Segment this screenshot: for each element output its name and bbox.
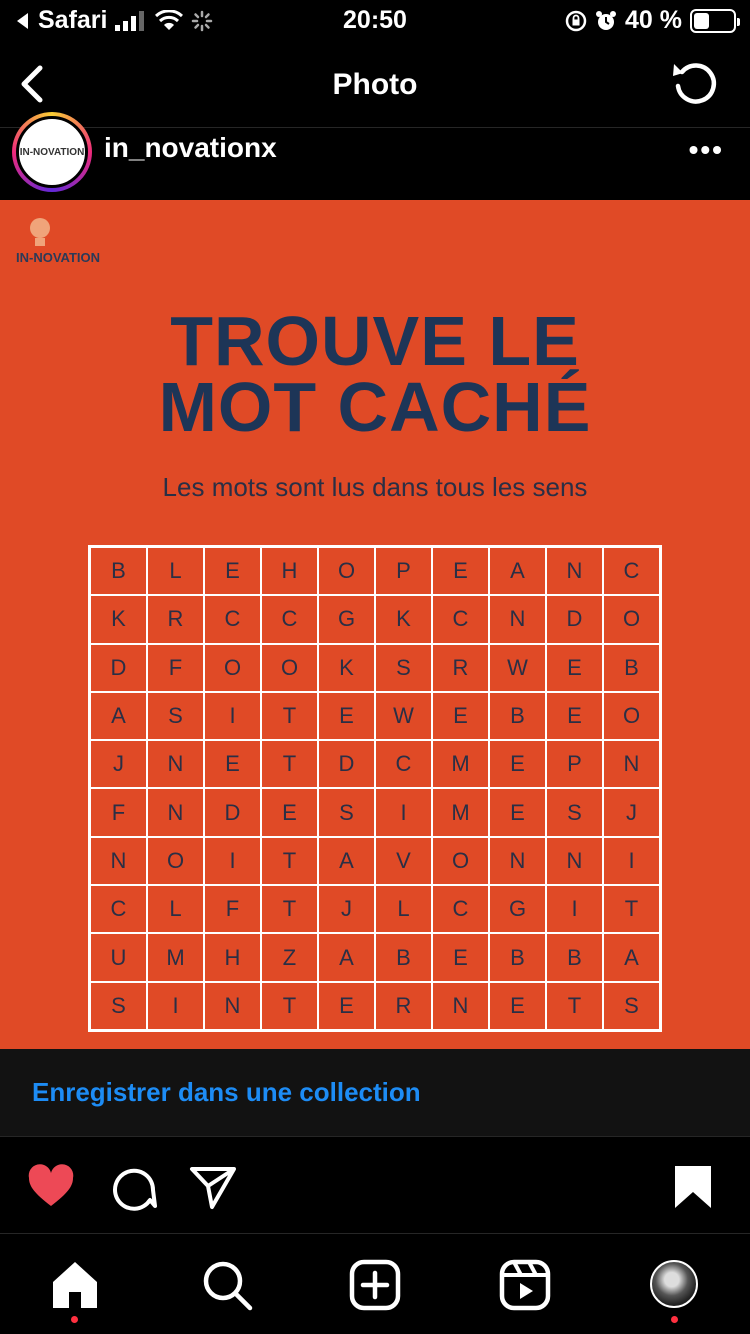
status-bar [0, 0, 750, 40]
grid-cell: S [318, 788, 375, 836]
grid-cell: N [147, 788, 204, 836]
grid-cell: T [261, 982, 318, 1030]
grid-cell: E [261, 788, 318, 836]
grid-cell: F [90, 788, 147, 836]
grid-cell: H [261, 547, 318, 595]
grid-cell: A [489, 547, 546, 595]
grid-cell: T [261, 885, 318, 933]
grid-cell: S [90, 982, 147, 1030]
nav-bar [0, 44, 750, 128]
battery-icon [690, 9, 736, 33]
grid-cell: R [375, 982, 432, 1030]
grid-cell: B [489, 933, 546, 981]
grid-cell: N [489, 837, 546, 885]
status-right [565, 6, 736, 35]
post-actions [0, 1138, 750, 1234]
grid-cell: M [432, 740, 489, 788]
grid-cell: K [375, 595, 432, 643]
alarm-icon [595, 10, 617, 32]
grid-cell: I [603, 837, 660, 885]
grid-cell: P [375, 547, 432, 595]
headline-line1: TROUVE LE [170, 302, 580, 380]
grid-cell: P [546, 740, 603, 788]
more-options-icon[interactable]: ••• [688, 134, 724, 165]
grid-cell: T [546, 982, 603, 1030]
grid-cell: O [204, 644, 261, 692]
grid-cell: C [432, 595, 489, 643]
grid-cell: N [603, 740, 660, 788]
grid-cell: E [489, 788, 546, 836]
grid-cell: R [432, 644, 489, 692]
grid-cell: J [603, 788, 660, 836]
back-app-label: Safari [38, 6, 108, 34]
profile-avatar[interactable] [650, 1260, 704, 1314]
grid-cell: N [546, 837, 603, 885]
profile-picture [650, 1260, 698, 1308]
username[interactable]: in_novationx [104, 132, 277, 163]
lightbulb-brain-icon [20, 212, 60, 252]
refresh-icon[interactable] [670, 58, 722, 110]
grid-cell: A [90, 692, 147, 740]
page-title: Photo [332, 68, 418, 101]
orientation-lock-icon [565, 10, 587, 32]
grid-cell: V [375, 837, 432, 885]
bookmark-icon[interactable] [668, 1162, 718, 1212]
grid-cell: C [432, 885, 489, 933]
grid-cell: J [318, 885, 375, 933]
grid-cell: E [546, 644, 603, 692]
grid-cell: I [375, 788, 432, 836]
status-time: 20:50 [343, 6, 407, 34]
grid-cell: N [147, 740, 204, 788]
grid-cell: S [603, 982, 660, 1030]
grid-cell: B [489, 692, 546, 740]
grid-cell: E [318, 982, 375, 1030]
search-icon[interactable] [200, 1258, 254, 1312]
grid-cell: L [147, 885, 204, 933]
grid-cell: E [204, 740, 261, 788]
grid-cell: M [432, 788, 489, 836]
grid-cell: B [90, 547, 147, 595]
grid-cell: D [318, 740, 375, 788]
post-image[interactable] [0, 200, 750, 1049]
grid-cell: N [204, 982, 261, 1030]
grid-cell: J [90, 740, 147, 788]
grid-cell: D [546, 595, 603, 643]
grid-cell: I [147, 982, 204, 1030]
grid-cell: I [546, 885, 603, 933]
grid-cell: S [147, 692, 204, 740]
create-icon[interactable] [348, 1258, 402, 1312]
grid-cell: T [261, 740, 318, 788]
grid-cell: T [261, 837, 318, 885]
brand-logo [16, 212, 116, 265]
grid-cell: F [204, 885, 261, 933]
grid-cell: F [147, 644, 204, 692]
grid-cell: S [375, 644, 432, 692]
battery-fill [694, 13, 709, 29]
grid-cell: Z [261, 933, 318, 981]
grid-cell: A [318, 933, 375, 981]
grid-cell: M [147, 933, 204, 981]
subtitle: Les mots sont lus dans tous les sens [162, 472, 588, 502]
grid-cell: K [318, 644, 375, 692]
grid-cell: O [432, 837, 489, 885]
grid-cell: I [204, 837, 261, 885]
grid-cell: O [261, 644, 318, 692]
grid-cell: N [489, 595, 546, 643]
home-icon[interactable] [48, 1258, 102, 1312]
grid-cell: H [204, 933, 261, 981]
share-icon[interactable] [188, 1162, 238, 1212]
home-notification-dot [71, 1316, 78, 1323]
grid-cell: E [204, 547, 261, 595]
grid-cell: K [90, 595, 147, 643]
brand-text: IN-NOVATION [16, 250, 101, 265]
grid-cell: T [603, 885, 660, 933]
grid-cell: I [204, 692, 261, 740]
grid-cell: E [546, 692, 603, 740]
grid-cell: A [603, 933, 660, 981]
grid-cell: W [375, 692, 432, 740]
save-collection-bar [0, 1049, 750, 1137]
grid-cell: L [375, 885, 432, 933]
grid-cell: D [204, 788, 261, 836]
save-to-collection-link[interactable]: Enregistrer dans une collection [32, 1077, 421, 1107]
grid-cell: C [204, 595, 261, 643]
grid-cell: S [546, 788, 603, 836]
grid-cell: E [432, 933, 489, 981]
headline-line2: MOT CACHÉ [158, 368, 592, 446]
grid-cell: G [489, 885, 546, 933]
grid-cell: D [90, 644, 147, 692]
battery-percent: 40 % [625, 6, 682, 34]
grid-cell: E [318, 692, 375, 740]
grid-cell: E [489, 740, 546, 788]
grid-cell: B [375, 933, 432, 981]
comment-icon[interactable] [108, 1162, 158, 1212]
tab-bar [0, 1236, 750, 1334]
grid-cell: W [489, 644, 546, 692]
grid-cell: C [90, 885, 147, 933]
grid-cell: C [603, 547, 660, 595]
grid-cell: B [603, 644, 660, 692]
grid-cell: U [90, 933, 147, 981]
grid-cell: C [375, 740, 432, 788]
grid-cell: C [261, 595, 318, 643]
grid-cell: G [318, 595, 375, 643]
grid-cell: N [90, 837, 147, 885]
profile-notification-dot [671, 1316, 678, 1323]
grid-cell: E [489, 982, 546, 1030]
grid-cell: T [261, 692, 318, 740]
heart-icon[interactable] [26, 1162, 76, 1212]
grid-cell: O [318, 547, 375, 595]
user-avatar[interactable] [12, 112, 92, 192]
grid-cell: N [546, 547, 603, 595]
grid-cell: E [432, 547, 489, 595]
post-header [0, 128, 750, 200]
grid-cell: R [147, 595, 204, 643]
grid-cell: O [603, 692, 660, 740]
grid-cell: N [432, 982, 489, 1030]
grid-cell: E [432, 692, 489, 740]
word-search-grid [88, 545, 662, 1032]
grid-cell: A [318, 837, 375, 885]
reels-icon[interactable] [498, 1258, 552, 1312]
grid-cell: O [603, 595, 660, 643]
grid-cell: O [147, 837, 204, 885]
grid-cell: B [546, 933, 603, 981]
avatar-logo-text: IN-NOVATION [16, 116, 88, 188]
grid-cell: L [147, 547, 204, 595]
